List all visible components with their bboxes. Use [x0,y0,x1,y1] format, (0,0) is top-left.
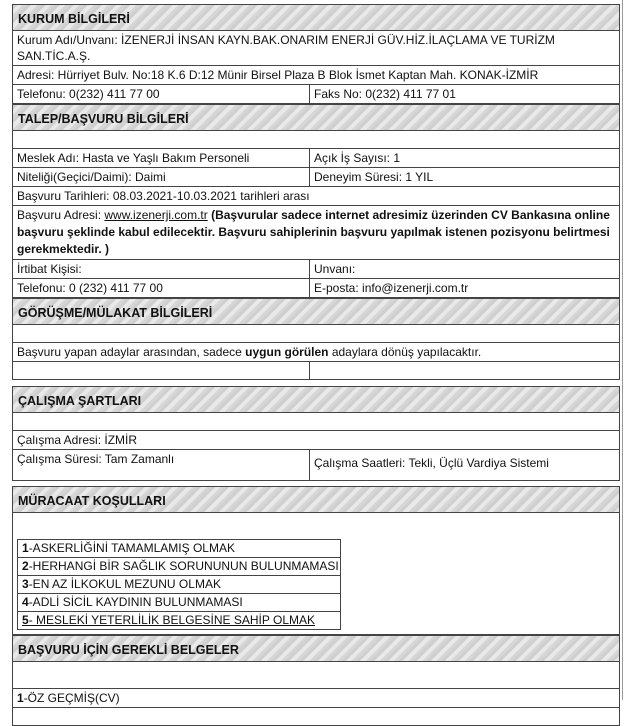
telefon: Telefonu: 0 (232) 411 77 00 [13,279,310,297]
unvani: Unvanı: [314,262,356,276]
kurum-name-row [12,30,620,66]
belgeler-blank-row [12,708,620,726]
kurum-address-row [12,66,620,85]
section-header-calisma: ÇALIŞMA ŞARTLARI [12,386,620,412]
kurum-phone: Telefonu: 0(232) 411 77 00 [13,85,310,103]
condition-item [18,558,340,576]
gorusme-text-a: Başvuru yapan adaylar arasından, sadece [17,345,246,359]
condition-num: 2 [22,559,29,573]
adres-row [12,206,620,260]
blank-cell [13,708,619,725]
calisma-suresi: Çalışma Süresi: Tam Zamanlı [13,450,310,480]
page-edge-line [622,0,623,700]
belge-item [13,689,619,707]
meslek-row [12,149,620,168]
meslek-adi: Meslek Adı: Hasta ve Yaşlı Bakım Personeli [13,149,310,167]
condition-text: -HERHANGİ BİR SAĞLIK SORUNUNUN BULUNMAMASI [28,559,339,573]
section-header-muracaat: MÜRACAAT KOŞULLARI [12,486,620,512]
condition-num: 4 [22,595,29,609]
condition-num: 5 [22,613,29,627]
condition-num: 1 [22,541,29,555]
kurum-name: Kurum Adı/Unvanı: İZENERJİ İNSAN KAYN.BAK.ONARIM ENERJİ GÜV.HİZ.İLAÇLAMA VE TURİZM SAN.TİC.A.Ş. [17,33,555,63]
basvuru-tarihleri: Başvuru Tarihleri: 08.03.2021-10.03.2021 tarihleri arası [17,189,310,203]
irtibat-row [12,260,620,279]
conditions-list [17,539,341,630]
blank-cell [13,325,619,342]
basvuru-adresi [13,206,619,259]
condition-text: -ASKERLİĞİNİ TAMAMLAMIŞ OLMAK [28,541,235,555]
niteligi: Niteliği(Geçici/Daimi): Daimi [13,168,310,186]
tarih-row [12,187,620,206]
calisma-adres-row [12,431,620,450]
eposta: E-posta: info@izenerji.com.tr [314,281,469,295]
gorusme-blank-row [12,362,620,380]
irtibat-kisisi: İrtibat Kişisi: [13,260,310,278]
blank-cell [310,362,619,379]
blank-cell [13,662,619,688]
belge-num: 1 [17,691,24,705]
acik-is-sayisi: Açık İş Sayısı: 1 [314,151,401,165]
gorusme-text-b: uygun görülen [245,345,329,359]
gorusme-spacer [12,324,620,343]
condition-text: -EN AZ İLKOKUL MEZUNU OLMAK [28,577,221,591]
condition-text: -ADLİ SİCİL KAYDININ BULUNMAMASI [28,595,243,609]
adres-note: (Başvurular sadece internet adresimiz üzerinden CV Bankasına online başvuru şeklinde kabul edilecektir. Başvuru sahiplerinin başvuru yapılmak istenen pozisyonu belirtmesi gerekmektedir. ) [17,208,610,256]
gorusme-row [12,343,620,362]
section-header-kurum: KURUM BİLGİLERİ [12,4,620,30]
deneyim-suresi: Deneyim Süresi: 1 YIL [314,170,434,184]
section-header-talep: TALEP/BAŞVURU BİLGİLERİ [12,104,620,130]
kurum-contact-row [12,85,620,104]
section-header-belgeler: BAŞVURU İÇİN GEREKLİ BELGELER [12,635,620,661]
website-link[interactable]: www.izenerji.com.tr [104,208,208,222]
kurum-fax: Faks No: 0(232) 411 77 01 [314,87,456,101]
calisma-saatleri: Çalışma Saatleri: Tekli, Üçlü Vardiya Sistemi [314,456,549,470]
blank-cell [13,131,619,148]
condition-item [18,594,340,612]
condition-text: - MESLEKİ YETERLİLİK BELGESİNE SAHİP OLMAK [28,613,316,627]
application-form [12,4,620,726]
condition-item [18,612,340,629]
muracaat-box [12,512,620,635]
calisma-adresi: Çalışma Adresi: İZMİR [17,433,138,447]
belge-text: -ÖZ GEÇMİŞ(CV) [23,691,120,705]
belgeler-spacer [12,661,620,689]
condition-num: 3 [22,577,29,591]
calisma-spacer [12,412,620,431]
gorusme-text-c: adaylara dönüş yapılacaktır. [328,345,482,359]
talep-spacer [12,130,620,149]
blank-cell [13,413,619,430]
calisma-sure-row [12,450,620,481]
gorusme-text [13,343,619,361]
nitelik-row [12,168,620,187]
condition-item [18,576,340,594]
kurum-address: Adresi: Hürriyet Bulv. No:18 K.6 D:12 Münir Birsel Plaza B Blok İsmet Kaptan Mah. KONAK-İZMİR [17,68,539,82]
telefon-row [12,279,620,298]
blank-cell [13,362,310,379]
belge-row [12,689,620,708]
condition-item [18,540,340,558]
adres-label: Başvuru Adresi: [17,208,105,222]
section-header-gorusme: GÖRÜŞME/MÜLAKAT BİLGİLERİ [12,298,620,324]
